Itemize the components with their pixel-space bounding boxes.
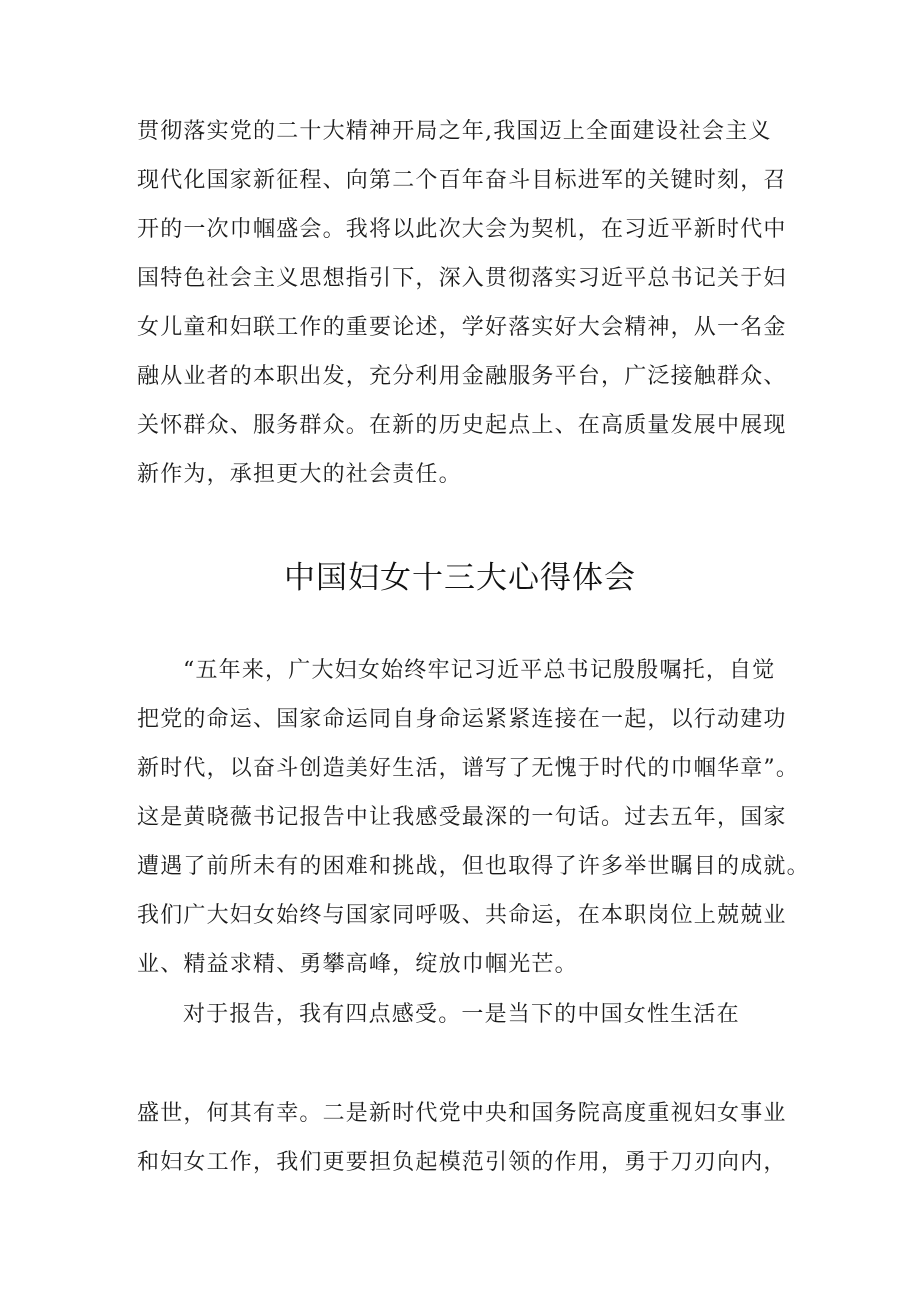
text-line: 现代化国家新征程、向第二个百年奋斗目标进军的关键时刻，召 xyxy=(137,168,787,193)
text-line: 女儿童和妇联工作的重要论述，学好落实好大会精神，从一名金 xyxy=(137,315,787,340)
text-line: 贯彻落实党的二十大精神开局之年,我国迈上全面建设社会主义 xyxy=(137,119,772,144)
text-line: 遭遇了前所未有的困难和挑战，但也取得了许多举世瞩目的成就。 xyxy=(137,854,810,879)
section-title: 中国妇女十三大心得体会 xyxy=(284,560,636,596)
text-line: 关怀群众、服务群众。在新的历史起点上、在高质量发展中展现 xyxy=(137,413,787,438)
text-line: 业、精益求精、勇攀高峰，绽放巾帼光芒。 xyxy=(137,952,578,977)
text-line: 我们广大妇女始终与国家同呼吸、共命运，在本职岗位上兢兢业 xyxy=(137,903,787,928)
text-line: 这是黄晓薇书记报告中让我感受最深的一句话。过去五年，国家 xyxy=(137,805,787,830)
paragraph-commitment xyxy=(137,107,797,499)
paragraph-feelings xyxy=(137,990,797,1039)
paragraph-quote xyxy=(137,646,810,989)
text-line: 对于报告，我有四点感受。一是当下的中国女性生活在 xyxy=(183,1002,740,1027)
text-line: 新作为，承担更大的社会责任。 xyxy=(137,462,462,487)
text-line: 盛世，何其有幸。二是新时代党中央和国务院高度重视妇女事业 xyxy=(137,1101,787,1126)
text-line: 和妇女工作，我们更要担负起模范引领的作用，勇于刀刃向内， xyxy=(137,1150,787,1175)
text-line: 融从业者的本职出发，充分利用金融服务平台，广泛接触群众、 xyxy=(137,364,787,389)
text-line: 国特色社会主义思想指引下，深入贯彻落实习近平总书记关于妇 xyxy=(137,266,787,291)
text-line: “五年来，广大妇女始终牢记习近平总书记殷殷嘱托，自觉 xyxy=(183,658,776,683)
paragraph-continued xyxy=(137,1089,797,1187)
text-line: 开的一次巾帼盛会。我将以此次大会为契机，在习近平新时代中 xyxy=(137,217,787,242)
text-line: 新时代，以奋斗创造美好生活，谱写了无愧于时代的巾帼华章”。 xyxy=(137,756,800,781)
text-line: 把党的命运、国家命运同自身命运紧紧连接在一起，以行动建功 xyxy=(137,707,787,732)
